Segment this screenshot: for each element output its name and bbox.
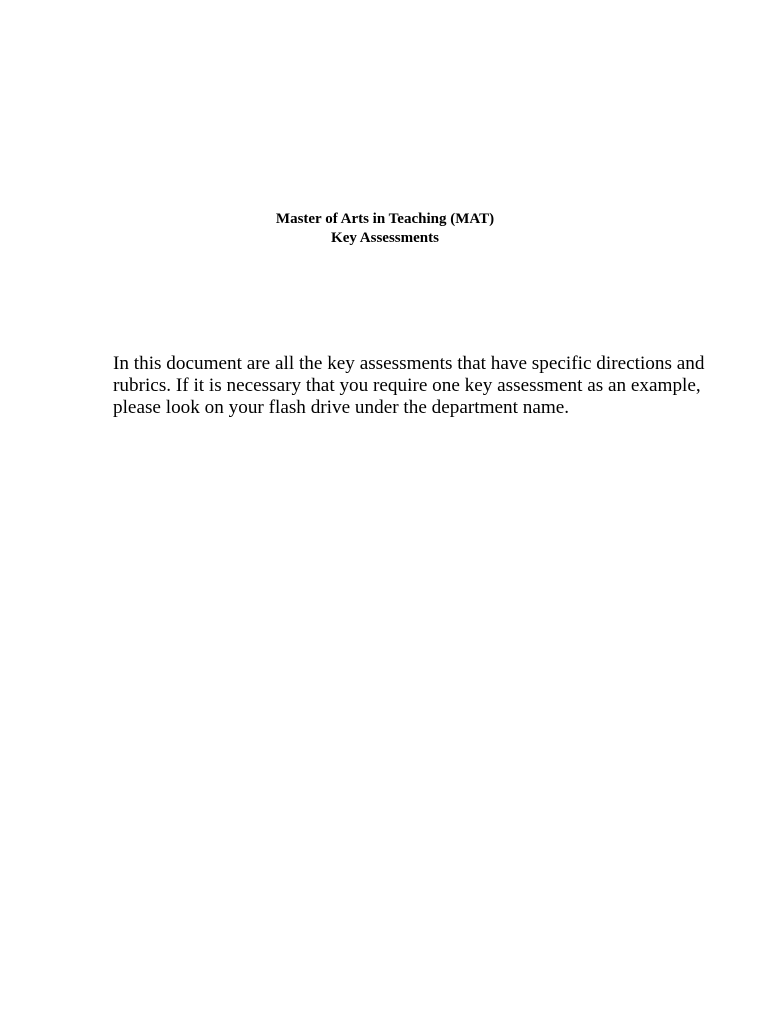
body-line: In this document are all the key assessments that have specific directions and bbox=[113, 353, 705, 374]
body-line: please look on your flash drive under the department name. bbox=[113, 397, 570, 418]
document-body-paragraph bbox=[113, 353, 705, 419]
title-line-subtitle: Key Assessments bbox=[331, 230, 439, 246]
title-line-program: Master of Arts in Teaching (MAT) bbox=[275, 211, 495, 227]
document-title bbox=[0, 210, 770, 248]
body-line: rubrics. If it is necessary that you require one key assessment as an example, bbox=[113, 375, 701, 396]
